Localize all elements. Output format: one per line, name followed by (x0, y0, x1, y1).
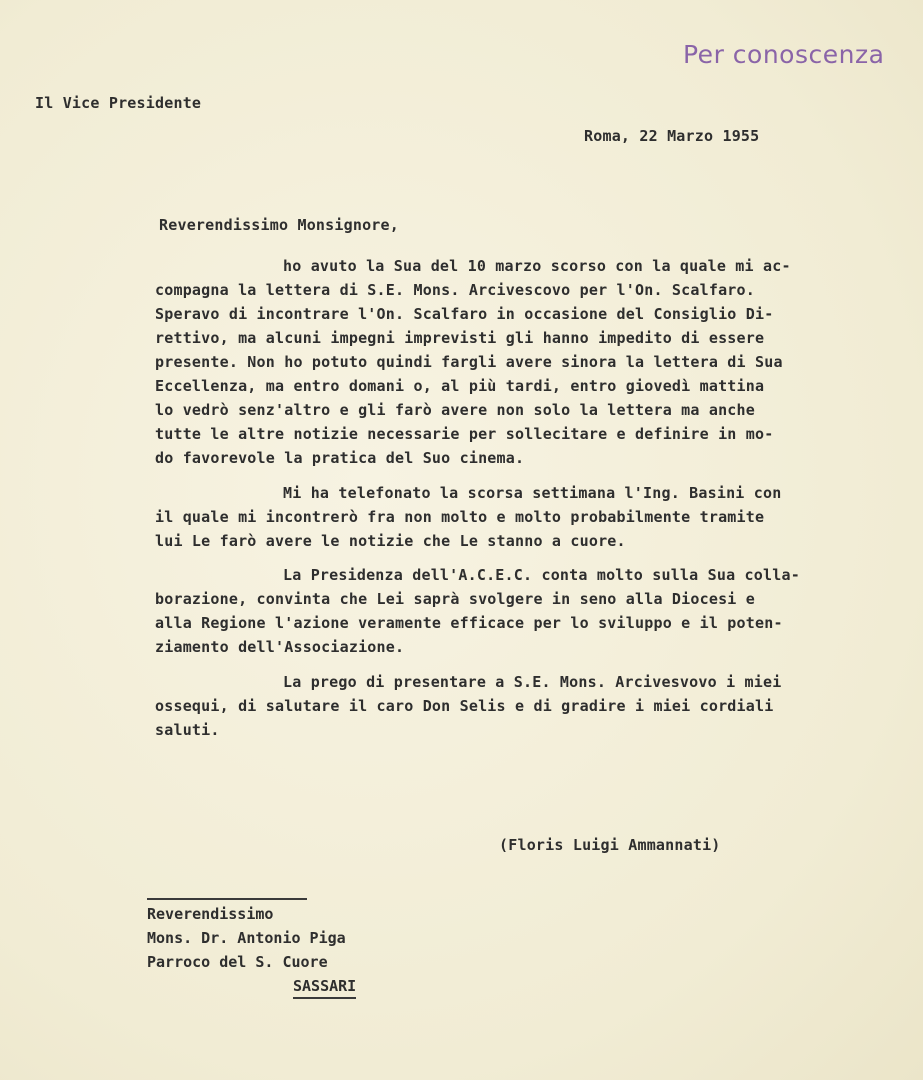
paragraph-line: alla Regione l'azione veramente efficace per lo sviluppo e il poten- (155, 614, 783, 632)
paragraph-line: ho avuto la Sua del 10 marzo scorso con la quale mi ac- (283, 257, 791, 275)
salutation: Reverendissimo Monsignore, (159, 216, 399, 234)
paragraph-line: ossequi, di salutare il caro Don Selis e di gradire i miei cordiali (155, 697, 774, 715)
address-divider (147, 898, 307, 900)
paragraph-line: saluti. (155, 721, 220, 739)
sender-title: Il Vice Presidente (35, 94, 202, 112)
paragraph-line: Eccellenza, ma entro domani o, al più tardi, entro giovedì mattina (155, 377, 765, 395)
paragraph-1 (155, 254, 875, 470)
recipient-city-row (147, 974, 356, 998)
paragraph-line: il quale mi incontrerò fra non molto e molto probabilmente tramite (155, 508, 765, 526)
signature: (Floris Luigi Ammannati) (499, 836, 721, 854)
recipient-city: SASSARI (293, 976, 356, 999)
paragraph-line: presente. Non ho potuto quindi fargli avere sinora la lettera di Sua (155, 353, 783, 371)
recipient-line-1: Reverendissimo (147, 905, 274, 923)
paragraph-3 (155, 563, 875, 659)
paragraph-line: Speravo di incontrare l'On. Scalfaro in occasione del Consiglio Di- (155, 305, 774, 323)
paragraph-line: ziamento dell'Associazione. (155, 638, 405, 656)
paragraph-line: tutte le altre notizie necessarie per sollecitare e definire in mo- (155, 425, 774, 443)
paragraph-line: Mi ha telefonato la scorsa settimana l'Ing. Basini con (283, 484, 782, 502)
letter-date: Roma, 22 Marzo 1955 (584, 127, 760, 145)
paragraph-line: La prego di presentare a S.E. Mons. Arcivesvovo i miei (283, 673, 782, 691)
paragraph-line: do favorevole la pratica del Suo cinema. (155, 449, 525, 467)
recipient-name: Mons. Dr. Antonio Piga (147, 929, 346, 947)
paragraph-line: lo vedrò senz'altro e gli farò avere non solo la lettera ma anche (155, 401, 755, 419)
paragraph-line: La Presidenza dell'A.C.E.C. conta molto sulla Sua colla- (283, 566, 800, 584)
paragraph-2 (155, 481, 875, 553)
paragraph-4 (155, 670, 875, 742)
recipient-parish: Parroco del S. Cuore (147, 953, 328, 971)
paragraph-line: lui Le farò avere le notizie che Le stanno a cuore. (155, 532, 626, 550)
paragraph-line: rettivo, ma alcuni impegni imprevisti gli hanno impedito di essere (155, 329, 765, 347)
per-conoscenza-stamp: Per conoscenza (683, 40, 885, 69)
paragraph-line: compagna la lettera di S.E. Mons. Arcivescovo per l'On. Scalfaro. (155, 281, 755, 299)
paragraph-line: borazione, convinta che Lei saprà svolgere in seno alla Diocesi e (155, 590, 755, 608)
recipient-address (147, 902, 356, 998)
